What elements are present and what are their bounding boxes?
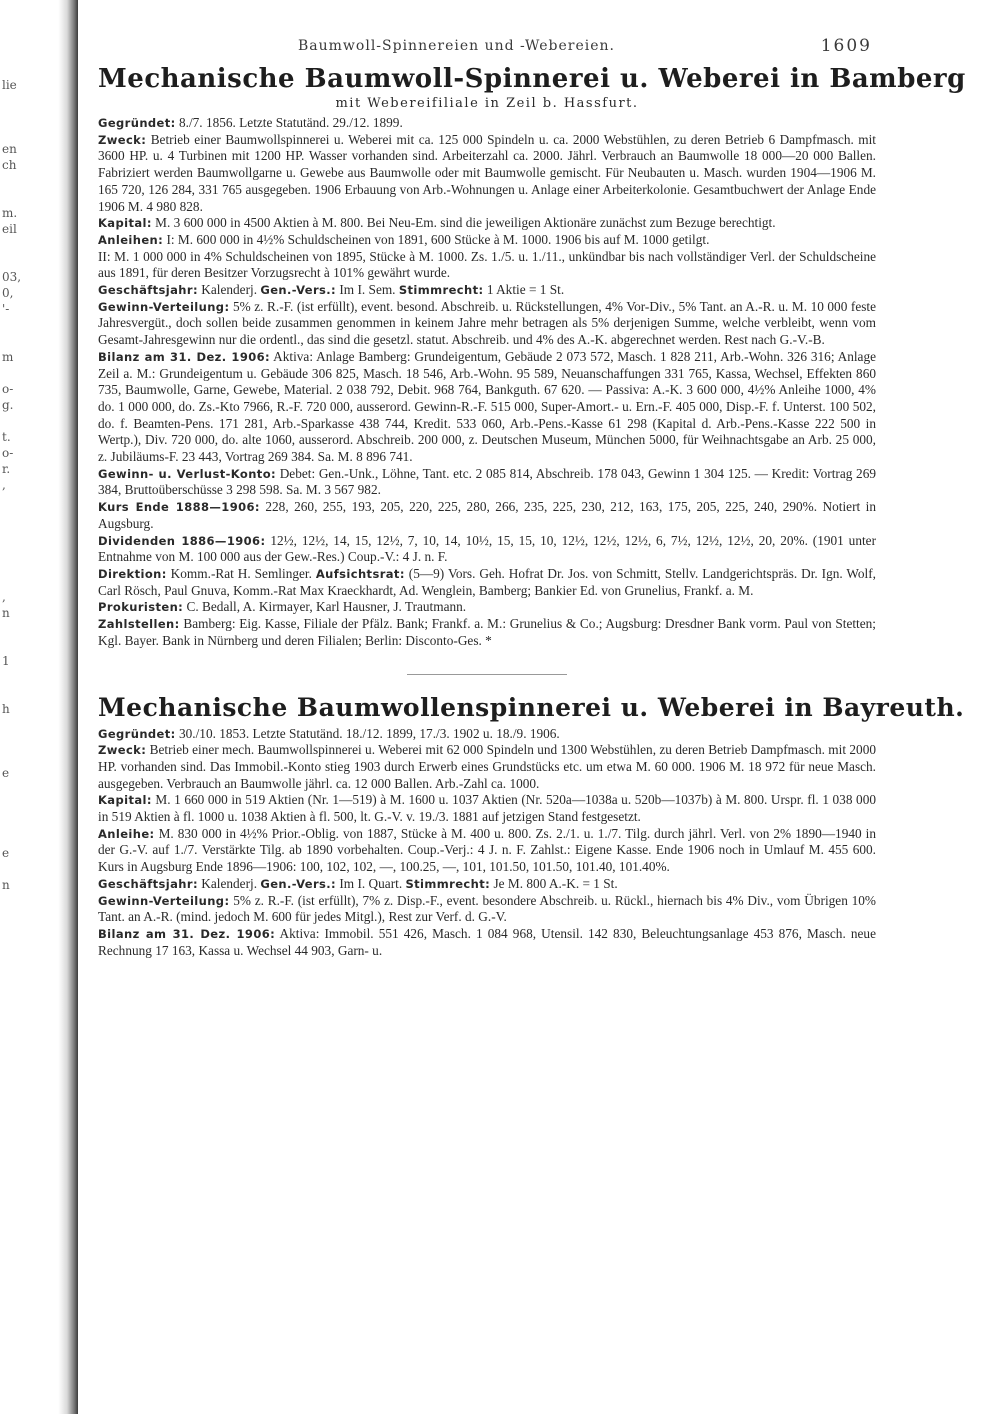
entry-text: 5% z. R.-F. (ist erfüllt), event. besond. Abschreib. u. Rückstellungen, 4% Vor-Div., 5% Tant. an A.-R. u. M. 10 000 feste Jahresvergüt., doch sollen beide zusammen genommen in keinem Jahre mehr betragen als 5% derjenigen Summe, welche verbleibt, wenn vom Gesamt-Jahresgewinn nur die ordentl., das sind die gesetzl. statut. Abschreib. und 4% des A.-K. abgerechnet werden. Rest nach G.-V.-B. xyxy=(98,298,876,348)
entry-text: II: M. 1 000 000 in 4% Schuldscheinen von 1895, Stücke à M. 1000. Zs. 1./5. u. 1./11., unkündbar bis nach vollständiger Verl. der Schuldscheine aus 1891, für deren Besitzer Vorzugsrecht à 101% gewährt wurde. xyxy=(98,248,876,281)
company2-title: Mechanische Baumwollenspinnerei u. Weberei in Bayreuth. xyxy=(98,692,965,722)
gutter-fragment: o- xyxy=(2,382,14,396)
entry-text: Aktiva: Anlage Bamberg: Grundeigentum, Gebäude 2 073 572, Masch. 1 828 211, Arb.-Wohn. 326 316; Anlage Zeil a. M.: Grundeigentum u. Gebäude 306 825, Masch. 18 546, Arb.-Wohn. 95 589, Neuanschaffungen 331 765, Kassa, Wechsel, Effekten 860 735, Baumwolle, Garne, Gewebe, Material. 2 038 792, Debit. 968 764, Bankguth. 67 620. — Passiva: A.-K. 3 600 000, 4½% Anleihe 1000, 4% do. 1 000 000, do. Zs.-Kto 7966, R.-F. 720 000, ausserord. Gewinn-R.-F. 515 000, Super-Amort.- u. Ern.-F. 405 000, Disp.-F. f. Unterst. 100 502, do. f. Beamten-Pens. 171 281, Arb.-Sparkasse 438 744, Kredit. 533 060, Arb.-Pens.-Kasse 61 298 (Kapital d. Arb.-Pens.-Kasse 222 500 in Wertp.), Div. 720 000, do. alte 1060, ausserord. Abschreib. 200 000, z. Deutschen Museum, München 5000, für Weihnachtsgabe an Arb. 25 000, z. Jubiläums-F. 23 443, Vortrag 269 384. Sa. M. 8 896 741. xyxy=(98,348,876,465)
running-head xyxy=(98,32,876,60)
entry-text: Je M. 800 A.-K. = 1 St. xyxy=(490,875,618,891)
entry-label: Zweck: xyxy=(98,132,147,147)
section-divider xyxy=(407,674,567,675)
gutter-fragment: h xyxy=(2,702,10,716)
entry-paragraph xyxy=(98,466,876,499)
entry-text: Debet: Gen.-Unk., Löhne, Tant. etc. 2 085 814, Abschreib. 178 043, Gewinn 1 304 125. — Kredit: Vortrag 269 384, Bruttoüberschüsse 3 298 598. Sa. M. 3 567 982. xyxy=(98,465,877,498)
entry-paragraph xyxy=(98,616,876,649)
entry-text: Kalenderj. xyxy=(197,282,261,298)
page-number: 1609 xyxy=(820,36,872,56)
gutter-fragment: g. xyxy=(2,398,14,412)
entry-paragraph xyxy=(98,299,876,349)
entry-label: Bilanz am 31. Dez. 1906: xyxy=(98,349,271,364)
entry-paragraph xyxy=(98,232,876,249)
entry-label: Geschäftsjahr: xyxy=(98,283,198,298)
company1-subtitle: mit Webereifiliale in Zeil b. Hassfurt. xyxy=(335,96,639,111)
entry-label: Gen.-Vers.: xyxy=(260,876,337,891)
entry-text: Kalenderj. xyxy=(197,875,261,891)
gutter-fragment: eil xyxy=(2,222,17,236)
gutter-fragment: 1 xyxy=(2,654,10,668)
entry-text: M. 830 000 in 4½% Prior.-Oblig. von 1887, Stücke à M. 400 u. 800. Zs. 2./1. u. 1./7. Tilg. durch jährl. Verl. von 2% 1890—1940 in der G.-V. auf 1./7. Verstärkte Tilg. ab 1890 vorbehalten. Coup.-Verj.: 4 J. n. F. Zahlst.: Eigene Kasse. Ende 1906 noch in Umlauf M. 455 600. Kurs in Augsburg Ende 1896—1906: 100, 102, 102, —, 100.25, —, 101, 101.50, 101.50, 101.40, 101.40%. xyxy=(98,825,876,875)
entry-label: Zahlstellen: xyxy=(98,617,180,632)
company1-entries xyxy=(98,115,876,650)
entry-label: Anleihen: xyxy=(98,232,164,247)
gutter-fragment: e xyxy=(2,846,10,860)
gutter-fragment: r. xyxy=(2,462,11,476)
entry-paragraph xyxy=(98,533,876,566)
entry-paragraph xyxy=(98,132,876,216)
entry-label: Kurs Ende 1888—1906: xyxy=(98,500,260,515)
entry-label: Gen.-Vers.: xyxy=(260,283,337,298)
entry-label: Bilanz am 31. Dez. 1906: xyxy=(98,926,276,941)
entry-paragraph xyxy=(98,792,876,825)
entry-label: Gewinn- u. Verlust-Konto: xyxy=(98,466,277,481)
entry-paragraph xyxy=(98,566,876,599)
entry-text: 8./7. 1856. Letzte Statutänd. 29./12. 1899. xyxy=(175,115,403,130)
entry-text: Im I. Quart. xyxy=(336,875,406,891)
entry-label: Direktion: xyxy=(98,566,167,581)
entry-paragraph xyxy=(98,599,876,616)
entry-label: Aufsichtsrat: xyxy=(315,566,405,581)
entry-paragraph xyxy=(98,926,876,959)
gutter-fragment: n xyxy=(2,606,10,620)
entry-label: Kapital: xyxy=(98,216,152,231)
gutter-fragment: 0, xyxy=(2,286,14,300)
entry-label: Dividenden 1886—1906: xyxy=(98,533,266,548)
company1-title: Mechanische Baumwoll-Spinnerei u. Weberei in Bamberg xyxy=(98,64,966,94)
entry-paragraph xyxy=(98,499,876,532)
entry-label: Gewinn-Verteilung: xyxy=(98,893,230,908)
entry-text: Betrieb einer Baumwollspinnerei u. Weberei mit ca. 125 000 Spindeln u. ca. 2000 Webstühlen, zu deren Betrieb 6 Dampfmasch. mit 3600 HP. u. 4 Turbinen mit 1200 HP. Wasser vorhanden sind. Arbeiterzahl ca. 2000. Jährl. Verbrauch an Baumwolle 18 000—20 000 Ballen. Fabriziert werden Baumwollgarne u. Gewebe aus Baumwolle oder mit Baumwolle gemischt. Für Neubauten u. Masch. wurden 1904—1906 M. 165 720, 126 284, 331 765 ausgegeben. 1906 Erbauung von Arb.-Wohnungen u. Anlage einer Arbeiterkolonie. Gesamtbuchwert der Anlage Ende 1906 M. 4 980 828. xyxy=(98,131,876,214)
entry-label: Gewinn-Verteilung: xyxy=(98,299,230,314)
gutter-fragment: m. xyxy=(2,206,18,220)
entry-text: 228, 260, 255, 193, 205, 220, 225, 280, 266, 235, 225, 230, 212, 163, 175, 205, 225, 240, 290%. Notiert in Augsburg. xyxy=(98,499,877,531)
gutter-fragment: o- xyxy=(2,446,14,460)
entry-text: M. 1 660 000 in 519 Aktien (Nr. 1—519) à M. 1600 u. 1037 Aktien (Nr. 520a—1038a u. 520b—1037b) à M. 800. Urspr. fl. 1 038 000 in 519 Aktien à fl. 1000 u. 1038 Aktien à fl. 500, lt. G.-V. v. 19./3. 1881 auf jetzigen Stand festgesetzt. xyxy=(98,792,876,825)
gutter-fragment: lie xyxy=(2,78,17,92)
entry-paragraph xyxy=(98,249,876,282)
gutter-fragment: 03, xyxy=(2,270,22,284)
company2-entries xyxy=(98,726,876,960)
page xyxy=(98,32,966,959)
gutter-fragment: en xyxy=(2,142,17,156)
gutter-fragment: , xyxy=(2,590,6,604)
gutter-fragment: ch xyxy=(2,158,17,172)
entry-paragraph xyxy=(98,215,876,232)
gutter-fragment: '- xyxy=(2,302,10,316)
entry-text: 30./10. 1853. Letzte Statutänd. 18./12. 1899, 17./3. 1902 u. 18./9. 1906. xyxy=(175,725,560,741)
gutter-fragment: m xyxy=(2,350,14,364)
entry-paragraph xyxy=(98,876,876,893)
entry-label: Gegründet: xyxy=(98,116,176,130)
entry-label: Stimmrecht: xyxy=(398,283,484,298)
entry-label: Stimmrecht: xyxy=(405,876,491,891)
entry-text: Betrieb einer mech. Baumwollspinnerei u. Weberei mit 62 000 Spindeln und 1300 Webstühlen, zu deren Betrieb Dampfmasch. mit 2000 HP. vorhanden sind. Das Immobil.-Konto stieg 1903 durch Erwerb eines Grundstücks etc. um etwa M. 60 000. 1906 M. 18 972 für neue Masch. ausgegeben. Verbrauch an Baumwolle jährl. ca. 12 000 Ballen. Arb.-Zahl ca. 1000. xyxy=(98,742,876,791)
entry-paragraph xyxy=(98,826,876,876)
entry-text: Im I. Sem. xyxy=(336,282,399,298)
entry-text: M. 3 600 000 in 4500 Aktien à M. 800. Bei Neu-Em. sind die jeweiligen Aktionäre zunächst zum Bezuge berechtigt. xyxy=(151,215,776,231)
entry-text: 1 Aktie = 1 St. xyxy=(483,282,565,298)
entry-paragraph xyxy=(98,282,876,299)
gutter-fragment: t. xyxy=(2,430,11,444)
entry-paragraph xyxy=(98,742,876,792)
entry-text: 5% z. R.-F. (ist erfüllt), 7% z. Disp.-F., event. besondere Abschreib. u. Rückl., hiernach bis 4% Div., vom Übrigen 10% Tant. an A.-R. (mind. jedoch M. 600 für jedes Mitgl.), Rest zur Verf. d. G.-V. xyxy=(98,892,876,925)
gutter-fragment: , xyxy=(2,478,6,492)
entry-label: Kapital: xyxy=(98,793,152,808)
gutter-fragment: e xyxy=(2,766,10,780)
entry-text: I: M. 600 000 in 4½% Schuldscheinen von 1891, 600 Stücke à M. 1000. 1906 bis auf M. 1000 getilgt. xyxy=(163,231,710,247)
entry-text: (5—9) Vors. Geh. Hofrat Dr. Jos. von Schmitt, Stellv. Landgerichtspräs. Dr. Ign. Wolf, Carl Rösch, Paul Gnuva, Komm.-Rat Max Kraeckhardt, Ad. Wenglein, Bamberg; Bankier Ed. von Grunelius, Frankf. a. M. xyxy=(98,565,877,598)
running-head-title: Baumwoll-Spinnereien und -Webereien. xyxy=(298,38,615,54)
entry-label: Zweck: xyxy=(98,743,147,758)
entry-label: Anleihe: xyxy=(98,826,155,841)
entry-paragraph xyxy=(98,115,876,132)
entry-text: Aktiva: Immobil. 551 426, Masch. 1 084 968, Utensil. 142 830, Beleuchtungsanlage 453 876, Masch. neue Rechnung 17 163, Kassa u. Wechsel 44 903, Garn- u. xyxy=(98,925,876,958)
entry-paragraph xyxy=(98,349,876,466)
entry-label: Prokuristen: xyxy=(98,600,184,615)
entry-text: C. Bedall, A. Kirmayer, Karl Hausner, J. Trautmann. xyxy=(183,599,467,615)
entry-text: Komm.-Rat H. Semlinger. xyxy=(166,565,316,581)
entry-text: 12½, 12½, 14, 15, 12½, 7, 10, 14, 10½, 15, 15, 10, 12½, 12½, 12½, 6, 7½, 12½, 12½, 20, 20%. (1901 unter Entnahme von M. 100 000 aus der Gew.-Res.) Coup.-V.: 4 J. n. F. xyxy=(98,532,877,565)
entry-label: Geschäftsjahr: xyxy=(98,876,198,891)
gutter-fragment: n xyxy=(2,878,10,892)
entry-paragraph xyxy=(98,726,876,743)
entry-text: Bamberg: Eig. Kasse, Filiale der Pfälz. Bank; Frankf. a. M.: Grunelius & Co.; Augsburg: Dresdner Bank vorm. Paul von Stetten; Kgl. Bayer. Bank in Nürnberg und deren Filialen; Berlin: Disconto-Ges. * xyxy=(98,616,876,648)
entry-paragraph xyxy=(98,893,876,926)
entry-label: Gegründet: xyxy=(98,726,176,741)
